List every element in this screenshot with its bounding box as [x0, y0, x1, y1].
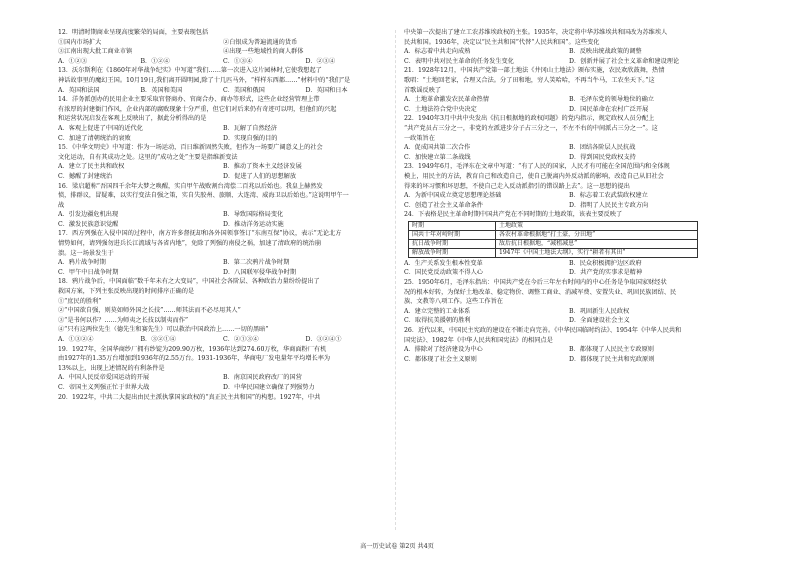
answer-options [404, 105, 734, 115]
option-b: B．都体现了人民民主专政原则 [569, 346, 654, 354]
option-c: C．加速了清朝统治的衰败 [58, 134, 131, 142]
question-13 [58, 66, 388, 95]
question-text: 歌唱：“土地回老家，合理又合法。分了田和地，穷人笑哈哈，不再当牛马，工农坐天下。”这 [404, 76, 655, 84]
table-row [409, 239, 698, 248]
option-d: D．全面建设社会主义 [569, 317, 630, 325]
question-text: ①“庶民的胜利” [58, 297, 102, 305]
question-20-continued [404, 28, 734, 66]
answer-options [58, 124, 388, 134]
answer-options [404, 95, 734, 105]
question-text: 22．1940年3月中共中央发出《抗日根据地的政权问题》的党内指示，规定政权人员分配上 [404, 115, 655, 123]
answer-options [404, 259, 734, 269]
statement: ④出现一些地域性的商人群体 [223, 48, 304, 56]
question-text: 救国方案，下列主张反映出现的时间排序正确的是 [58, 288, 195, 296]
question-26 [404, 326, 734, 364]
question-text: 21．1928年12月，中国共产党第一部土地法《井冈山土地法》颁布实施，农民欢欣鼓舞，热情 [404, 67, 665, 75]
answer-options [58, 268, 388, 278]
option-c: C．撼醒了封建统治 [58, 172, 113, 180]
table-header: 土地政策 [496, 221, 698, 230]
question-text: 溃。这一场景发生于 [58, 249, 114, 257]
option-d: D．指明了人民民主专政方向 [569, 201, 649, 209]
question-text: ②“中国欲自强，则莫如师外国之长技”……师其法而不必尽用其人” [58, 307, 241, 315]
statement: ②白银成为普遍流通的货币 [223, 38, 298, 46]
option-c: C．激发民族意识觉醒 [58, 220, 119, 228]
answer-options [58, 86, 388, 96]
option-c: C．都体现了社会主义原则 [404, 355, 477, 363]
table-cell: 1947年《中国土地法大纲》，实行“耕者有其田” [496, 248, 698, 257]
option-b: B．推动了资本主义经济发展 [223, 163, 302, 171]
question-text: 文化运动，自有其成功之处。这里的“成功之处”主要是指维新变法 [58, 153, 238, 161]
table-row [409, 248, 698, 257]
question-17 [58, 229, 388, 277]
table-cell: 解放战争时期 [409, 248, 496, 257]
option-a: A．建立了民主共和政权 [58, 163, 125, 171]
question-text: 神话故事里的魔幻王国。10月19日,我们离开圆明园,除了十几匹马外，“样样东西都……”材料中的“我们”是 [58, 76, 351, 84]
question-text: 一政策旨在 [404, 134, 435, 142]
answer-options [58, 258, 388, 268]
option-c: C．①③④ [223, 57, 253, 65]
option-d: D．实现自强的目的 [223, 134, 278, 142]
option-b: B．标志着工农武装政权建立 [569, 192, 648, 200]
question-text: 族、文教等八项工作。这些工作旨在 [404, 298, 503, 306]
question-text: 得来的坏习惯和坏思想，不使自己走入反动派指引的错误路上去”。这一思想的提出 [404, 182, 630, 190]
question-text: 26．近代以来，中国民主宪政的建设在不断走向完善。《中华民国临时约法》、1954年《中华人民共和 [404, 327, 682, 335]
option-a: A．客观上促进了中国的近代化 [58, 124, 143, 132]
option-a: A．中国人民反帝爱国运动的开展 [58, 374, 150, 382]
question-12 [58, 28, 388, 66]
question-24 [404, 210, 734, 278]
table-header-row [409, 221, 698, 230]
option-d: D．创新并展了社会主义革命和建设理论 [569, 57, 680, 65]
answer-options [58, 373, 388, 383]
answer-options [404, 57, 734, 67]
question-text: 愤，排群议，冒疑难，以实行变法自强之策，实自失胶州、旅顺、大连湾、威海卫以后始也。”这说明甲午一 [58, 192, 349, 200]
statement: ③江南出现大批工商业市镇 [58, 48, 133, 56]
option-a: A．排除对了经济建设为中心 [404, 346, 483, 354]
statement: ①国内市场扩大 [58, 38, 102, 46]
question-21 [404, 66, 734, 114]
table-cell: 国共十年对峙时期 [409, 230, 496, 239]
option-b: B．瓦解了自然经济 [223, 124, 278, 132]
option-d: D．③②④① [305, 336, 342, 343]
table-cell: 敌后抗日根据地，“减租减息” [496, 239, 698, 248]
answer-options [58, 162, 388, 172]
question-text: 有浓厚的封建衙门作风，企业内部的腐败现象十分严重，但它们对后来仍有奇迹可以明，但他们的兴起 [58, 105, 337, 113]
option-d: D．推动洋务运动实施 [223, 220, 284, 228]
question-text: 国宪法》、1982年《中华人民共和国宪法》的相同点是 [404, 336, 553, 344]
option-b: B．反映出统战政策的调整 [569, 48, 642, 56]
table-row [409, 230, 698, 239]
option-b: B．英国和美国 [140, 86, 183, 94]
option-d: D．共产党的实事求是精神 [569, 269, 643, 277]
table-cell: 各农村革命根据地“打土豪，分田地” [496, 230, 698, 239]
statement-row [58, 47, 388, 57]
option-b: B．①②④ [140, 57, 170, 65]
right-column [404, 28, 734, 364]
option-b: B．团结各阶层人民抗战 [569, 144, 636, 152]
option-a: A．促成国共第二次合作 [404, 144, 471, 152]
question-text: 战 [58, 201, 65, 209]
option-c: C．帝国主义列强正忙于世界大战 [58, 383, 150, 391]
option-d: D．国民革命在农村广泛开展 [569, 105, 649, 113]
question-stem: 12．明清时期商业呈现高度繁荣的局面，主要表现包括 [58, 29, 209, 36]
question-text: 况的根本好转，为保好土地改革、稳定物价、调整工商业、消减军费、安置失业、巩固民族团结、民 [404, 288, 677, 296]
answer-options [58, 172, 388, 182]
question-text: 15．《中华文明史》中写道：作为一场运动，百日维新固然失败，但作为一场要广阔意义上的社会 [58, 144, 323, 152]
option-b: B．毛泽东党的领导地位的确立 [569, 96, 654, 104]
option-c: C．加快建立第二条战线 [404, 153, 471, 161]
option-a: A．土地革命激发农民革命热情 [404, 96, 489, 104]
option-d: D．中华民国建立确保了列强势力 [223, 383, 315, 391]
option-d: D．②③④ [305, 57, 336, 65]
option-b: B．导致国际格局变化 [223, 211, 284, 219]
answer-options [404, 47, 734, 57]
answer-options [404, 191, 734, 201]
question-text: 14．洋务派创办的民用企业主要采取官督商办、官商合办、商办等形式，这些企业经营管理上带 [58, 96, 320, 104]
answer-options [58, 57, 388, 67]
option-c: C．土地法符合党中央决定 [404, 105, 477, 113]
page-footer: 高一历史试卷 第2页 共4页 [360, 543, 434, 550]
question-text: 中央第一次提出了建立工农苏维埃政权的主张。1935年，决定将中华苏维埃共和国改为苏维埃人 [404, 29, 668, 36]
question-23 [404, 162, 734, 210]
question-text: 13%以上，出现上述情况的有利条件是 [58, 364, 165, 372]
question-text: 13．沃尔斯利在《1860年对华战争纪实》中写道“我们……第一次进入这片园林时,它使我想起了 [58, 67, 322, 75]
question-text: ④“只有这两位先生（德先生和赛先生）可以救治中国政治上……一切的黑暗” [58, 326, 269, 334]
question-text: ③“是书何以作？……为师夷之长技以制夷而作” [58, 316, 189, 324]
question-text: 和运营状况启发在客观上反映出了，据此分析得出的是 [58, 115, 207, 123]
question-text: 20．1922年，中共二大提出由民主派执掌国家政权的“真正民主共和国”的构想。1927年，中共 [58, 393, 321, 401]
statement-row [58, 38, 388, 48]
option-a: A．①②③ [58, 57, 88, 65]
answer-options [58, 383, 388, 393]
option-a: A．英国和法国 [58, 86, 100, 94]
question-text: 25．1950年6月，毛泽东指出：中国共产党在今后三年左右时间内的中心任务是争取国家财经状 [404, 279, 667, 287]
question-text: 17．西方列强在入侵中国的过程中，南方许多督抚却和各外国领事签订“东南互保”协议，表示“无论北方 [58, 230, 342, 238]
answer-options [404, 307, 734, 317]
table-cell: 抗日战争时期 [409, 239, 496, 248]
option-c: C．国民党反动政策不得人心 [404, 269, 483, 277]
option-b: B．南京国民政府改厂的国营 [223, 374, 302, 382]
question-text: 首歌谣反映了 [404, 86, 442, 94]
question-text: “共产党员占三分之一，非党的左派进步分子占三分之一，不左不右的中间派占三分之一”。这 [404, 124, 658, 132]
option-b: B．③②①④ [140, 336, 176, 343]
column-divider [395, 30, 396, 530]
question-text: 19．1927年，全国华商纱厂拥有纱锭为209.90万枚，1936年达到274.60万枚，华商面粉厂有机 [58, 345, 327, 353]
option-a: A．生产关系发生根本性变革 [404, 259, 483, 267]
answer-options [404, 355, 734, 365]
option-c: C．取得抗美援朝的胜利 [404, 317, 471, 325]
question-19 [58, 345, 388, 393]
question-text: 18．鸦片战争后，中国面临“数千年未有之大变局”，中国社会各阶层、各种政治力量纷纷提出了 [58, 278, 320, 286]
left-column [58, 28, 388, 402]
option-c: C．美国和俄国 [223, 86, 265, 94]
question-22 [404, 114, 734, 162]
question-14 [58, 95, 388, 143]
land-policy-table [408, 221, 698, 258]
question-text: 模上，用民主的方法，教育自己和改造自己，使自己脱离内外反动派的影响，改造自己从旧社会 [404, 172, 664, 180]
option-b: B．巩固新生人民政权 [569, 307, 630, 315]
answer-options [58, 134, 388, 144]
question-25 [404, 278, 734, 326]
question-text: 情势如何，请列强勿进兵长江流域与各省内地”，免除了列强的南侵之祸，加速了清政府的统治崩 [58, 240, 322, 248]
question-15 [58, 143, 388, 181]
option-d: D．英国和日本 [305, 86, 348, 94]
question-20 [58, 393, 388, 403]
option-a: A．鸦片战争时期 [58, 259, 106, 267]
table-header: 时期 [409, 221, 496, 230]
answer-options [404, 201, 734, 211]
answer-options [404, 316, 734, 326]
question-18 [58, 277, 388, 344]
answer-options [404, 143, 734, 153]
question-text: 23．1949年6月，毛泽东在文章中写道：“有了人民的国家，人民才有可能在全国范围内和全体规 [404, 163, 670, 171]
question-16 [58, 182, 388, 230]
option-d: D．得到国民党政权支持 [569, 153, 636, 161]
option-d: D．促进了人们的思想解放 [223, 172, 297, 180]
question-text: 民共和国。1936年，决定以“民主共和国”代替“人民共和国”。这些变化 [404, 38, 600, 46]
option-a: A．标志着中共走向成熟 [404, 48, 471, 56]
option-c: C．甲午中日战争时期 [58, 268, 119, 276]
answer-options [58, 335, 388, 345]
option-a: A．引发边疆危机出现 [58, 211, 119, 219]
answer-options [404, 153, 734, 163]
option-a: A．建立完整的工业体系 [404, 307, 471, 315]
answer-options [404, 268, 734, 278]
option-d: D．八国联军侵华战争时期 [223, 268, 297, 276]
option-a: A．为新中国成立奠定思想理论基础 [404, 192, 502, 200]
option-d: D．都体现了民主共和宪政原则 [569, 355, 655, 363]
option-b: B．第二次鸦片战争时期 [223, 259, 290, 267]
question-stem: 24．下表格是民主革命时期中国共产党在不同时期的土地政策，该表主要反映了 [404, 211, 623, 219]
option-b: B．民众积极拥护边区政府 [569, 259, 642, 267]
question-text: 由1927年的1.35万台增加到1936年的2.55万台。1931-1936年，华商电厂发电量年平均增长率为 [58, 355, 331, 363]
answer-options [58, 210, 388, 220]
question-text: 16．梁启超称“吾国四千余年大梦之唤醒，实自甲午战败割台湾偿二百兆以后始也。我皇上赫然发 [58, 182, 323, 190]
option-c: C．②①③④ [223, 336, 259, 343]
option-c: C．创造了社会主义革命条件 [404, 201, 483, 209]
option-c: C．表明中共对民主革命的任务发生变化 [404, 57, 514, 65]
option-a: A．①③②④ [58, 336, 94, 343]
answer-options [58, 220, 388, 230]
answer-options [404, 345, 734, 355]
